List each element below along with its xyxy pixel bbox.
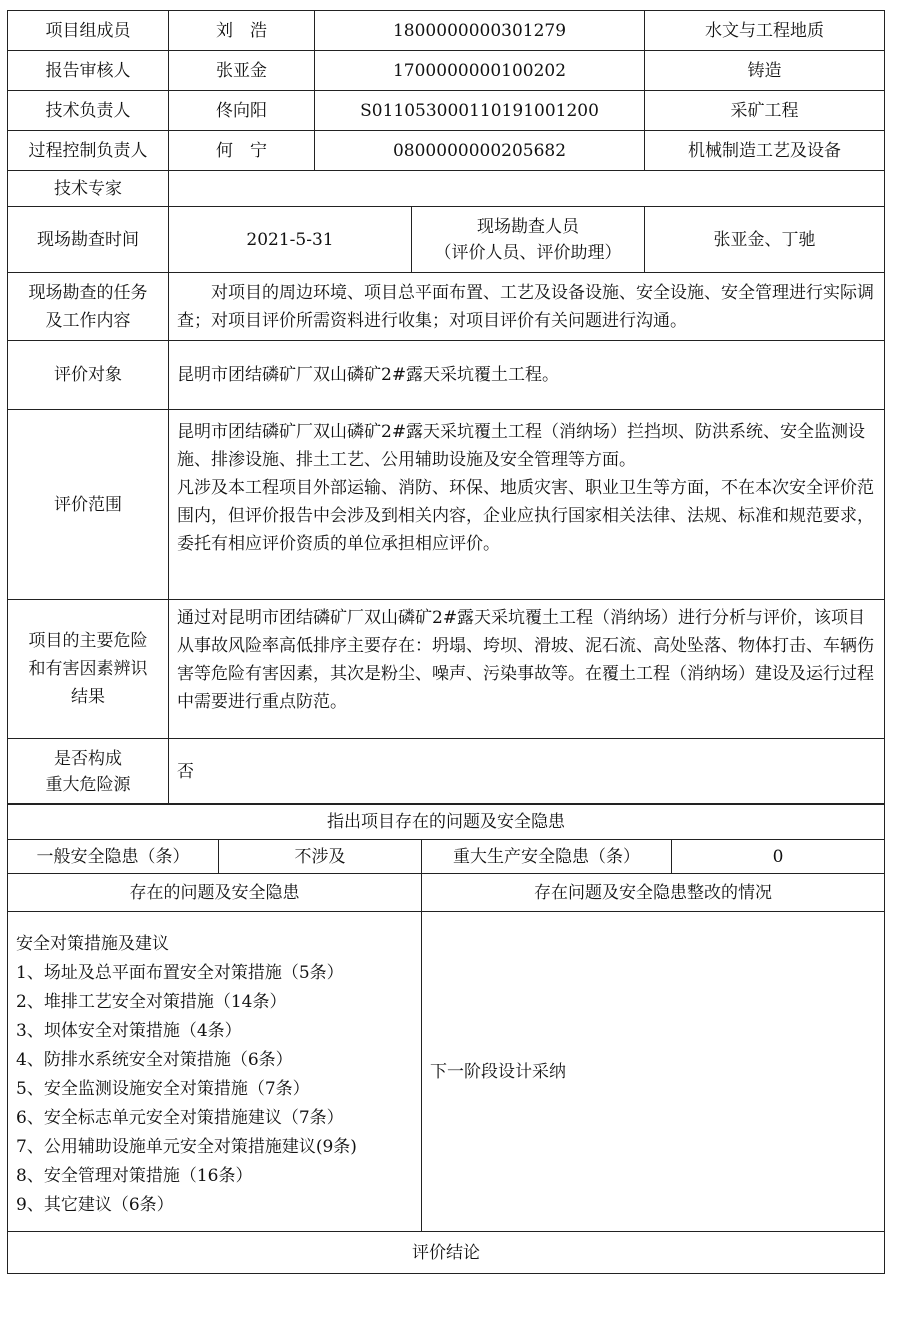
major-hazard-label-line: 是否构成 [54, 748, 122, 769]
counts-row [8, 840, 885, 874]
list-item: 1、场址及总平面布置安全对策措施（5条） [16, 963, 344, 983]
list-item: 3、坝体安全对策措施（4条） [16, 1021, 242, 1041]
hazard-row [8, 600, 885, 739]
list-item: 7、公用辅助设施单元安全对策措施建议(9条) [16, 1137, 357, 1157]
list-item: 5、安全监测设施安全对策措施（7条） [16, 1079, 310, 1099]
scope-content [169, 410, 885, 600]
object-row [8, 341, 885, 410]
survey-time-label: 现场勘查时间 [8, 207, 169, 273]
measures-list [8, 912, 422, 1232]
task-label-line: 及工作内容 [45, 310, 131, 331]
hazard-label-line: 和有害因素辨识 [28, 659, 148, 679]
issues-col-right: 存在问题及安全隐患整改的情况 [422, 874, 885, 912]
major-hazard-count-label: 重大生产安全隐患（条） [422, 840, 672, 874]
major-hazard-value: 否 [169, 739, 885, 805]
member-cert: 1700000000100202 [315, 51, 645, 91]
major-hazard-label [8, 739, 169, 805]
list-item: 9、其它建议（6条） [16, 1195, 174, 1215]
expert-value [169, 171, 885, 207]
major-hazard-count-value: 0 [672, 840, 885, 874]
expert-row [8, 171, 885, 207]
member-major: 铸造 [645, 51, 885, 91]
member-row [8, 131, 885, 171]
survey-row [8, 207, 885, 273]
measures-title: 安全对策措施及建议 [16, 934, 169, 954]
survey-people-label-line: （评价人员、评价助理） [434, 242, 622, 263]
member-name: 何 宁 [169, 131, 315, 171]
general-hazard-label: 一般安全隐患（条） [8, 840, 219, 874]
task-label [8, 273, 169, 341]
survey-people-label [412, 207, 645, 273]
info-table [7, 10, 885, 805]
member-cert: 0800000000205682 [315, 131, 645, 171]
measures-row [8, 912, 885, 1232]
hazard-label-line: 项目的主要危险 [28, 631, 148, 651]
member-role: 项目组成员 [8, 11, 169, 51]
list-item: 2、堆排工艺安全对策措施（14条） [16, 992, 287, 1012]
member-major: 机械制造工艺及设备 [645, 131, 885, 171]
scope-row [8, 410, 885, 600]
survey-time-value: 2021-5-31 [169, 207, 412, 273]
major-hazard-label-line: 重大危险源 [45, 774, 131, 795]
scope-label: 评价范围 [8, 410, 169, 600]
list-item: 8、安全管理对策措施（16条） [16, 1166, 253, 1186]
member-role: 报告审核人 [8, 51, 169, 91]
member-major: 采矿工程 [645, 91, 885, 131]
list-item: 4、防排水系统安全对策措施（6条） [16, 1050, 293, 1070]
scope-paragraph: 凡涉及本工程项目外部运输、消防、环保、地质灾害、职业卫生等方面，不在本次安全评价范围内，但评价报告中会涉及到相关内容，企业应执行国家相关法律、法规、标准和规范要求，委托有相应评价资质的单位承担相应评价。 [177, 478, 874, 554]
task-content: 对项目的周边环境、项目总平面布置、工艺及设备设施、安全设施、安全管理进行实际调查；对项目评价所需资料进行收集；对项目评价有关问题进行沟通。 [169, 273, 885, 341]
conclusion-row [8, 1232, 885, 1274]
object-label: 评价对象 [8, 341, 169, 410]
rectification-status: 下一阶段设计采纳 [422, 912, 885, 1232]
scope-paragraph: 昆明市团结磷矿厂双山磷矿2#露天采坑覆土工程（消纳场）拦挡坝、防洪系统、安全监测设施、排渗设施、排土工艺、公用辅助设施及安全管理等方面。 [177, 422, 866, 470]
list-item: 6、安全标志单元安全对策措施建议（7条） [16, 1108, 344, 1128]
member-role: 技术负责人 [8, 91, 169, 131]
expert-label: 技术专家 [8, 171, 169, 207]
issues-table [7, 803, 885, 1274]
member-name: 刘 浩 [169, 11, 315, 51]
hazard-label [8, 600, 169, 739]
task-row [8, 273, 885, 341]
member-row [8, 11, 885, 51]
survey-people-value: 张亚金、丁驰 [645, 207, 885, 273]
issues-cols-row [8, 874, 885, 912]
member-row [8, 91, 885, 131]
survey-people-label-line: 现场勘查人员 [477, 216, 580, 237]
task-label-line: 现场勘查的任务 [28, 282, 148, 303]
member-row [8, 51, 885, 91]
hazard-label-line: 结果 [71, 687, 105, 707]
member-name: 张亚金 [169, 51, 315, 91]
member-cert: 1800000000301279 [315, 11, 645, 51]
major-hazard-row [8, 739, 885, 805]
object-content: 昆明市团结磷矿厂双山磷矿2#露天采坑覆土工程。 [169, 341, 885, 410]
issues-header-row [8, 804, 885, 840]
member-role: 过程控制负责人 [8, 131, 169, 171]
general-hazard-value: 不涉及 [219, 840, 422, 874]
issues-col-left: 存在的问题及安全隐患 [8, 874, 422, 912]
conclusion-header: 评价结论 [8, 1232, 885, 1274]
member-major: 水文与工程地质 [645, 11, 885, 51]
member-cert: S011053000110191001200 [315, 91, 645, 131]
member-name: 佟向阳 [169, 91, 315, 131]
issues-header: 指出项目存在的问题及安全隐患 [8, 804, 885, 840]
hazard-content: 通过对昆明市团结磷矿厂双山磷矿2#露天采坑覆土工程（消纳场）进行分析与评价，该项目从事故风险率高低排序主要存在：坍塌、垮坝、滑坡、泥石流、高处坠落、物体打击、车辆伤害等危险有害因素，其次是粉尘、噪声、污染事故等。在覆土工程（消纳场）建设及运行过程中需要进行重点防范。 [169, 600, 885, 739]
